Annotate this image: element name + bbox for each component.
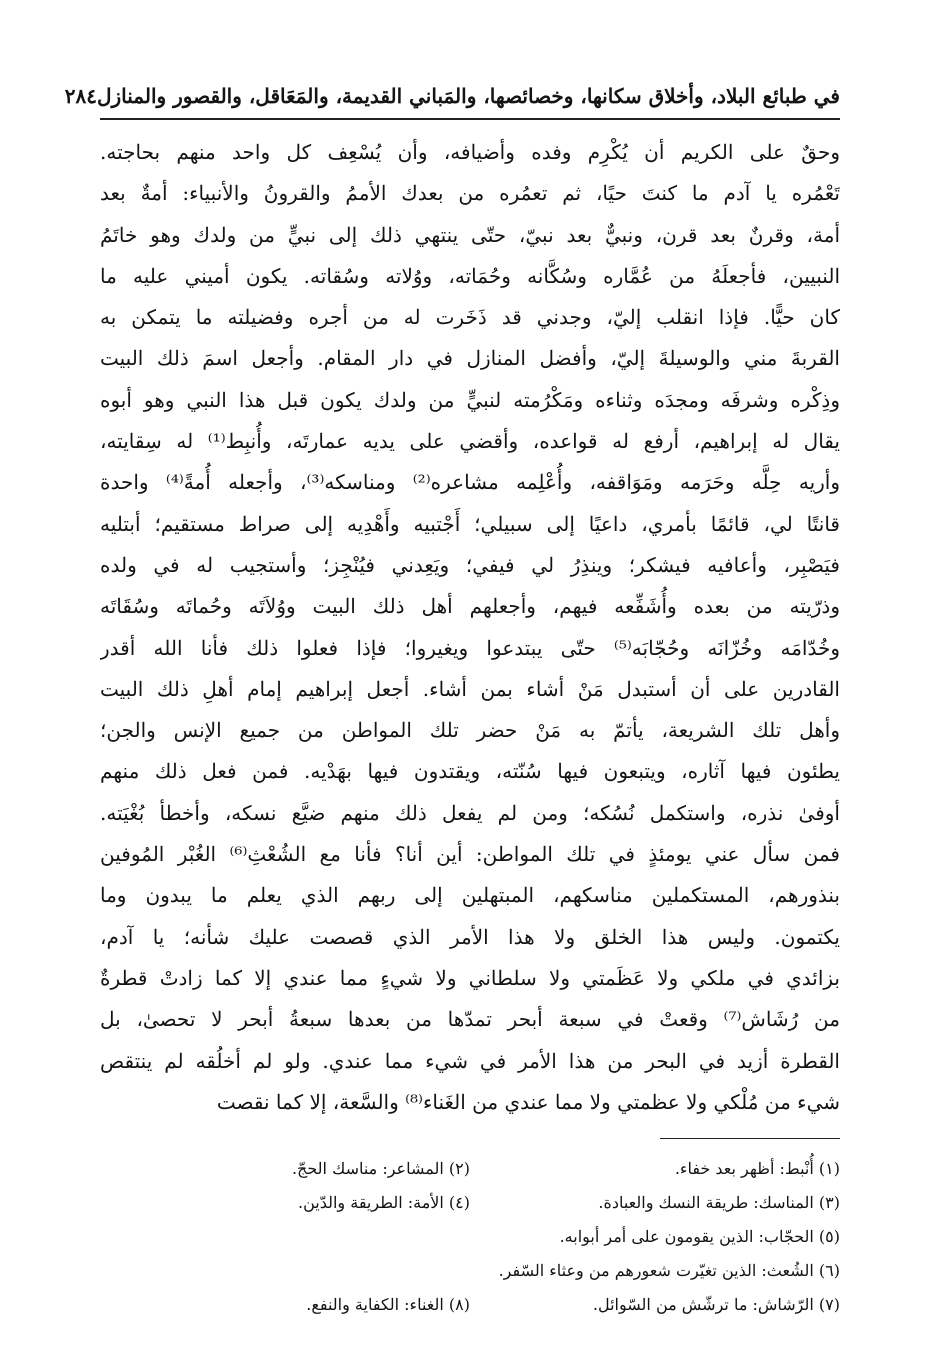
- text-line: وحقٌ على الكريم أن يُكْرِم وفده وأضيافه، وأن يُسْعِف كل واحد منهم بحاجته.: [100, 140, 840, 164]
- text-line: أوفىٰ نذره، واستكمل نُسُكه؛ ومن لم يفعل ذلك منهم ضيَّع نسكه، وأخطأ بُغْيَته.: [100, 800, 840, 825]
- footnote-row: [100, 1288, 840, 1322]
- text-line: القربةَ مني والوسيلةَ إليّ، وأفضل المنازل في دار المقام. وأجعل اسمَ ذلك البيت: [100, 346, 840, 371]
- footnote-row: [100, 1254, 840, 1288]
- text-line: يقال له إبراهيم، أرفع له قواعده، وأقضي على يديه عمارتَه، وأُنبِط⁽¹⁾ له سِقايته،: [100, 429, 840, 454]
- text-line: وخُدّامَه وخُزّانَه وحُجّابَه⁽⁵⁾ حتّى يبتدعوا ويغيروا؛ فإذا فعلوا ذلك فأنا الله أقدر: [100, 635, 840, 660]
- footnote-row: [100, 1152, 840, 1186]
- text-line: وذِكْره وشرفَه ومجدَه وثناءه ومَكْرُمته لنبيٍّ من ولدك يكون قبل هذا النبي وهو أبوه: [100, 387, 840, 412]
- text-line: فمن سأل عني يومئذٍ في تلك المواطن: أين أنا؟ فأنا مع الشُعْثِ⁽⁶⁾ الغُبْر المُوفين: [100, 842, 840, 867]
- text-line: بزائدي في ملكي ولا عَظَمتي ولا سلطاني ولا شيءٍ مما عندي إلا كما زادتْ قطرةٌ: [100, 965, 840, 990]
- footnote-8: (٨) الغناء: الكفاية والنفع.: [306, 1295, 470, 1314]
- text-line: قانتًا لي، قائمًا بأمري، داعيًا إلى سبيلي؛ أَجْتبيه وأَهْدِيه إلى صراط مستقيم؛ أبتليه: [100, 511, 840, 536]
- main-text: [100, 132, 840, 1123]
- header-rule: [100, 118, 840, 120]
- footnote-row: [100, 1220, 840, 1254]
- footnote-4: (٤) الأمة: الطريقة والدّين.: [297, 1193, 470, 1212]
- text-line: يكتمون. وليس هذا الخلق ولا هذا الأمر الذي قصصت عليك شأنه؛ يا آدم،: [100, 924, 840, 949]
- footnote-1: (١) أُنْبط: أظهر بعد خفاء.: [674, 1159, 840, 1178]
- running-title: في طبائع البلاد، وأخلاق سكانها، وخصائصها، والمَباني القديمة، والمَعَاقل، والقصور والمنازل: [96, 84, 840, 108]
- text-line: يطئون فيها آثاره، ويتبعون فيها سُنّته، ويقتدون فيها بهَدْيه. فمن فعل ذلك منهم: [100, 759, 840, 784]
- text-line: وذرّيته من بعده وأُشَفِّعه فيهم، وأجعلهم أهل ذلك البيت ووُلاَتَه وحُماتَه وسُقَاتَه: [100, 594, 840, 619]
- page-header: [64, 78, 840, 114]
- text-line: كان حيًّا. فإذا انقلب إليّ، وجدني قد ذَخَرت له من أجره وفضيلته ما يتمكن به: [100, 305, 840, 330]
- text-line: فيَصْبِر، وأعافيه فيشكر؛ وينذِرُ لي فيفي؛ ويَعِدني فيُنْجِز؛ وأستجيب له في ولده: [100, 552, 840, 577]
- text-line: بنذورهم، المستكملين مناسكهم، المبتهلين إلى ربهم الذي يعلم ما يبدون وما: [100, 883, 840, 908]
- text-line: القادرين على أن أستبدل مَنْ أشاء بمن أشاء. أجعل إبراهيم إمام أهلِ ذلك البيت: [100, 676, 840, 701]
- text-line: من رُشَاش⁽⁷⁾ وقعتْ في سبعة أبحر تمدّها من بعدها سبعةُ أبحر لا تحصىٰ، بل: [100, 1007, 840, 1032]
- text-line: شيء من مُلْكي ولا عظمتي ولا مما عندي من الغَناء⁽⁸⁾ والسَّعة، إلا كما نقصت: [216, 1089, 840, 1114]
- footnote-2: (٢) المشاعر: مناسك الحجّ.: [291, 1159, 470, 1178]
- footnote-3: (٣) المناسك: طريقة النسك والعبادة.: [598, 1193, 840, 1212]
- footnote-6: (٦) الشُعث: الذين تغيّرت شعورهم من وعثاء السّفر.: [498, 1261, 840, 1280]
- footnote-rule: [660, 1138, 840, 1139]
- footnote-7: (٧) الرّشاش: ما ترشّش من السّوائل.: [592, 1295, 840, 1314]
- text-line: تَعْمُره يا آدم ما كنتَ حيًا، ثم تعمُره من بعدك الأممُ والقرونُ والأنبياء: أمةٌ بعد: [100, 181, 840, 206]
- footnotes: [100, 1152, 840, 1322]
- footnote-5: (٥) الحجّاب: الذين يقومون على أمر أبوابه.: [559, 1227, 840, 1246]
- text-line: وأهل تلك الشريعة، يأتمّ به مَنْ حضر تلك المواطن من جميع الإنس والجن؛: [100, 718, 840, 743]
- text-line: أمة، وقرنٌ بعد قرن، ونبيٌّ بعد نبيّ، حتّى ينتهي ذلك إلى نبيٍّ من ولدك وهو خاتَمُ: [100, 222, 840, 247]
- footnote-row: [100, 1186, 840, 1220]
- text-line: النبيين، فأجعلَهُ من عُمَّاره وسُكَّانه وحُمَاته، ووُلاته وسُقاته. يكون أميني عليه ما: [100, 263, 840, 288]
- text-line: وأريه حِلَّه وحَرَمه ومَوَاقفه، وأُعْلِمه مشاعره⁽²⁾ ومناسكه⁽³⁾، وأجعله أُمةً⁽⁴⁾ واحدة: [100, 470, 840, 495]
- page-number: ٢٨٤: [64, 84, 97, 108]
- text-line: القطرة أزيد في البحر من هذا الأمر في شيء مما عندي. ولو لم أخلُقه لم ينتقص: [100, 1048, 840, 1073]
